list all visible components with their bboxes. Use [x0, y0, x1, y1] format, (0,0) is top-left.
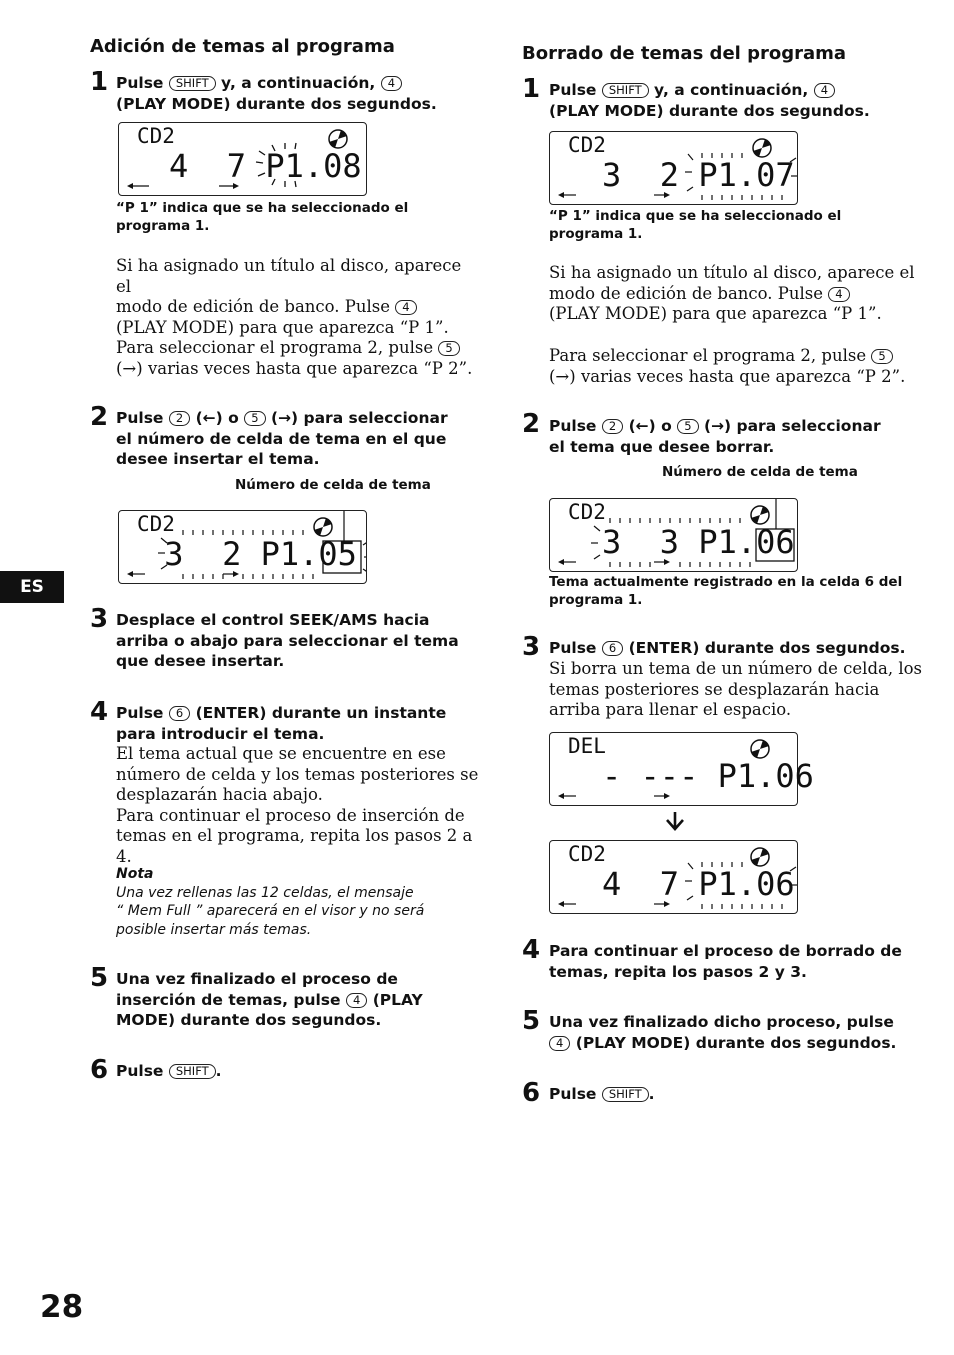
key-6-icon: 6: [169, 706, 190, 721]
step-4-instruction: Para continuar el proceso de borrado de temas, repita los pasos 2 y 3.: [549, 942, 902, 981]
lcd-display: [118, 510, 367, 584]
shift-key-icon: SHIFT: [169, 76, 216, 91]
step-4-instruction: Pulse 6 (ENTER) durante un instante para introducir el tema.: [116, 704, 447, 743]
shift-key-icon: SHIFT: [602, 1087, 649, 1102]
step-3-instruction: Pulse 6 (ENTER) durante dos segundos.: [549, 639, 906, 657]
key-5-icon: 5: [438, 341, 459, 356]
step-5-instruction: Una vez finalizado dicho proceso, pulse 4 (PLAY MODE) durante dos segundos.: [549, 1013, 897, 1052]
paragraph: Si ha asignado un título al disco, aparece el modo de edición de banco. Pulse 4 (PLAY MODE) para que aparezca “P 1”.: [116, 256, 462, 337]
step-3-instruction: Desplace el control SEEK/AMS hacia arriba o abajo para seleccionar el tema que desee insertar.: [116, 611, 459, 670]
step-number: 1: [522, 74, 541, 104]
step-number: 1: [90, 67, 109, 97]
step-number: 5: [522, 1006, 541, 1036]
lcd-display: [118, 122, 367, 196]
callout-label: Número de celda de tema: [662, 464, 858, 480]
key-2-icon: 2: [169, 411, 190, 426]
step-number: 2: [90, 402, 109, 432]
key-4-icon: 4: [346, 993, 367, 1008]
section-heading-add: Adición de temas al programa: [90, 36, 395, 57]
lcd-disc-label: CD2: [568, 842, 606, 866]
lcd-disc-label: CD2: [137, 124, 175, 148]
note: Nota Una vez rellenas las 12 celdas, el mensaje “ Mem Full ” aparecerá en el visor y no será posible insertar más temas.: [116, 866, 425, 938]
step-number: 3: [90, 604, 109, 634]
section-heading-delete: Borrado de temas del programa: [522, 43, 847, 64]
paragraph: El tema actual que se encuentre en ese número de celda y los temas posteriores se desplazarán hacia abajo. Para continuar el proceso de inserción de temas en el programa, repita los pasos 2 a 4.: [116, 744, 479, 866]
callout-label: Número de celda de tema: [235, 477, 431, 493]
key-4-icon: 4: [828, 287, 849, 302]
key-2-icon: 2: [602, 419, 623, 434]
lcd-main-readout: 4 7 P1.06: [602, 865, 795, 903]
lcd-disc-label: CD2: [137, 512, 175, 536]
language-tab: ES: [0, 571, 64, 603]
lcd-display: [549, 131, 798, 205]
key-4-icon: 4: [395, 300, 416, 315]
note-title: Nota: [116, 866, 154, 882]
page-number: 28: [40, 1289, 84, 1325]
step-number: 3: [522, 632, 541, 662]
step-number: 4: [90, 697, 109, 727]
lcd-mode-label: DEL: [568, 734, 606, 758]
lcd-display: [549, 840, 798, 914]
shift-key-icon: SHIFT: [169, 1064, 216, 1079]
lcd-display: [549, 498, 798, 572]
step-2-instruction: Pulse 2 (←) o 5 (→) para seleccionar el tema que desee borrar.: [549, 417, 881, 456]
step-5-instruction: Una vez finalizado el proceso de inserción de temas, pulse 4 (PLAY MODE) durante dos segundos.: [116, 970, 423, 1029]
key-5-icon: 5: [677, 419, 698, 434]
caption: “P 1” indica que se ha seleccionado el programa 1.: [549, 208, 842, 242]
step-6-instruction: Pulse SHIFT .: [549, 1085, 655, 1103]
caption: “P 1” indica que se ha seleccionado el programa 1.: [116, 200, 409, 234]
key-5-icon: 5: [871, 349, 892, 364]
lcd-main-readout: - --- P1.06: [602, 757, 814, 795]
lcd-main-readout: 3 2 P1.07: [602, 156, 795, 194]
arrow-down-icon: [664, 810, 686, 832]
lcd-main-readout: 3 3 P1.06: [602, 523, 795, 561]
key-4-icon: 4: [381, 76, 402, 91]
step-1-instruction: Pulse SHIFT y, a continuación, 4 (PLAY MODE) durante dos segundos.: [549, 81, 870, 120]
key-4-icon: 4: [814, 83, 835, 98]
step-number: 5: [90, 963, 109, 993]
shift-key-icon: SHIFT: [602, 83, 649, 98]
paragraph: Si borra un tema de un número de celda, los temas posteriores se desplazarán hacia arriba para llenar el espacio.: [549, 659, 923, 719]
lcd-main-readout: 4 7 P1.08: [169, 147, 362, 185]
step-number: 6: [90, 1055, 109, 1085]
paragraph: Si ha asignado un título al disco, aparece el modo de edición de banco. Pulse 4 (PLAY MODE) para que aparezca “P 1”.: [549, 263, 915, 323]
step-number: 2: [522, 409, 541, 439]
key-6-icon: 6: [602, 641, 623, 656]
lcd-main-readout: 3 2 P1.05: [145, 535, 357, 573]
lcd-display: [549, 732, 814, 806]
step-6-instruction: Pulse SHIFT .: [116, 1062, 222, 1080]
step-1-instruction: Pulse SHIFT y, a continuación, 4 (PLAY MODE) durante dos segundos.: [116, 74, 437, 113]
paragraph: Para seleccionar el programa 2, pulse 5 (→) varias veces hasta que aparezca “P 2”.: [549, 346, 906, 386]
step-2-instruction: Pulse 2 (←) o 5 (→) para seleccionar el número de celda de tema en el que desee insertar el tema.: [116, 409, 448, 468]
paragraph: Para seleccionar el programa 2, pulse 5 (→) varias veces hasta que aparezca “P 2”.: [116, 338, 473, 378]
key-4-icon: 4: [549, 1036, 570, 1051]
lcd-disc-label: CD2: [568, 133, 606, 157]
caption: Tema actualmente registrado en la celda 6 del programa 1.: [549, 574, 903, 608]
lcd-disc-label: CD2: [568, 500, 606, 524]
key-5-icon: 5: [244, 411, 265, 426]
step-number: 6: [522, 1078, 541, 1108]
step-number: 4: [522, 935, 541, 965]
